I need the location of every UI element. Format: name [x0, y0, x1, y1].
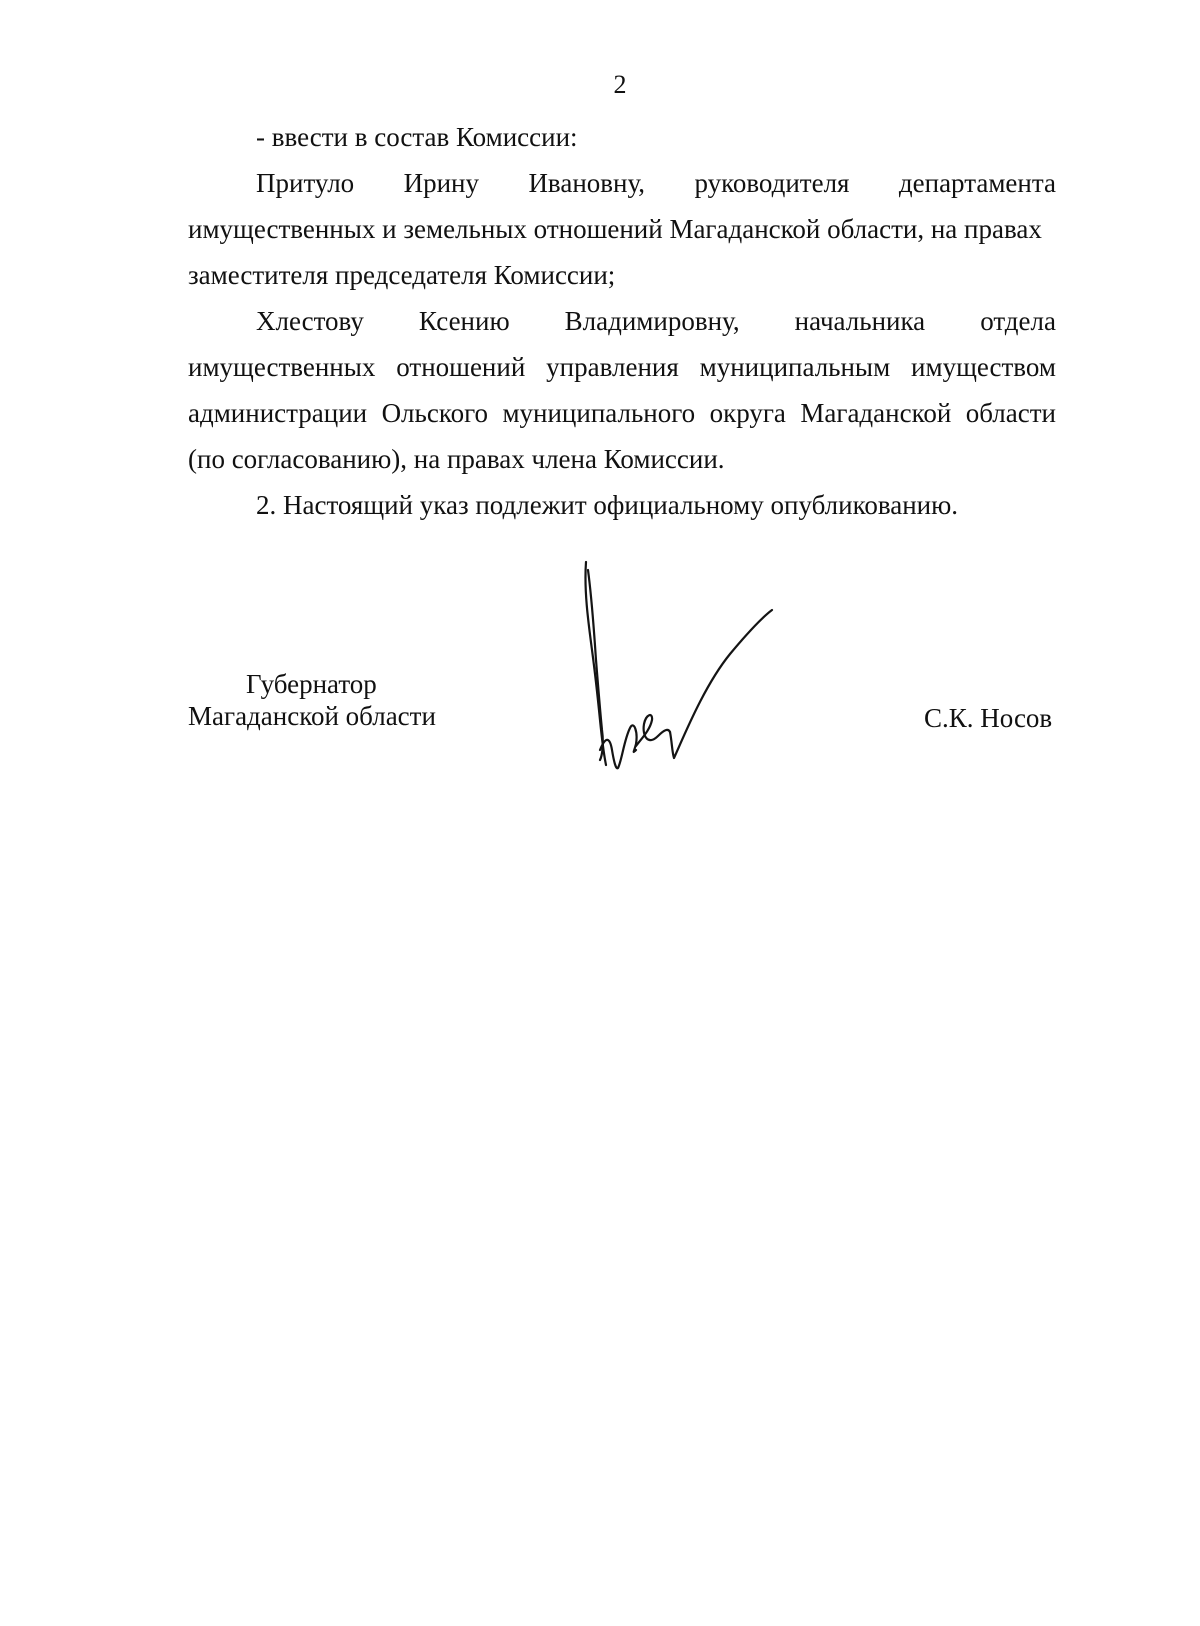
word: отдела: [980, 306, 1056, 336]
signatory-title-line: Губернатор: [246, 669, 377, 699]
signer-name: С.К. Носов: [924, 703, 1053, 733]
word: области: [965, 398, 1056, 428]
text-line: - ввести в состав Комиссии:: [256, 122, 578, 152]
text-line-justified: [188, 344, 1056, 390]
paragraph-intro: [188, 114, 1056, 160]
page-number: 2: [613, 70, 627, 99]
word: Ольского: [381, 398, 488, 428]
text-line: заместителя председателя Комиссии;: [188, 260, 616, 290]
word: Ирину: [403, 168, 480, 198]
text-line: (по согласованию), на правах члена Комиссии.: [188, 444, 725, 474]
word: имущественных: [188, 352, 376, 382]
word: Магаданской: [800, 398, 952, 428]
word: Ивановну,: [528, 168, 646, 198]
text-line: имущественных и земельных отношений Магаданской области, на правах: [188, 214, 1042, 244]
text-line-justified: [188, 298, 1056, 344]
handwritten-signature: [580, 560, 800, 790]
word: имуществом: [911, 352, 1056, 382]
signatory-title-line: Магаданской области: [188, 701, 436, 731]
text-line-justified: [188, 390, 1056, 436]
word: Ксению: [418, 306, 510, 336]
word: муниципального: [502, 398, 696, 428]
paragraph-khlestova: [188, 298, 1056, 482]
word: округа: [709, 398, 786, 428]
word: начальника: [794, 306, 926, 336]
word: управления: [546, 352, 679, 382]
word: муниципальным: [699, 352, 891, 382]
word: Владимировну,: [564, 306, 740, 336]
paragraph-publication: [188, 482, 1056, 528]
word: отношений: [396, 352, 526, 382]
text-line: 2. Настоящий указ подлежит официальному опубликованию.: [256, 490, 959, 520]
word: руководителя: [694, 168, 850, 198]
text-line-justified: [188, 160, 1056, 206]
paragraph-pritulo: [188, 160, 1056, 298]
word: Притуло: [256, 168, 355, 198]
word: департамента: [898, 168, 1056, 198]
word: Хлестову: [256, 306, 364, 336]
word: администрации: [188, 398, 368, 428]
signatory-title: [188, 668, 436, 732]
